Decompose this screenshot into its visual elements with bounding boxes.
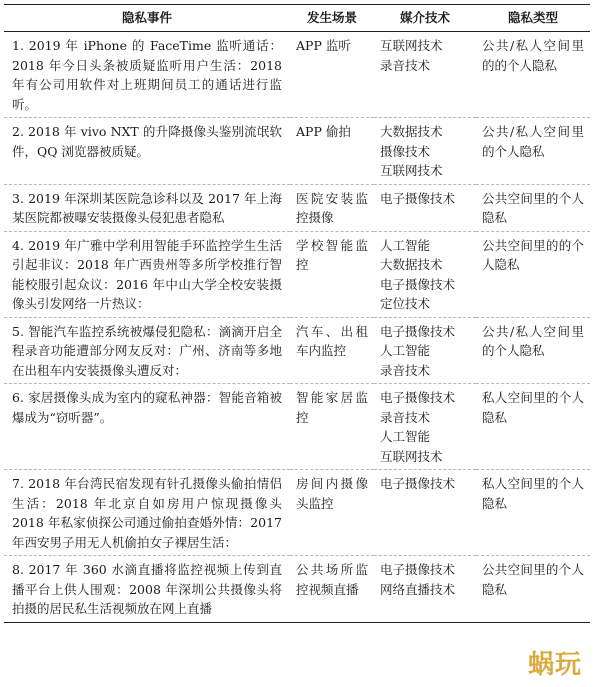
scene-cell: 医院安装监控摄像	[290, 184, 374, 231]
event-cell: 1. 2019 年 iPhone 的 FaceTime 监听通话：2018 年今日头条被质疑监听用户生活：2018 年有公司用软件对上班期间员工的通话进行监听。	[4, 32, 290, 118]
type-cell: 公共空间里的的个人隐私	[476, 231, 590, 317]
event-cell: 2. 2018 年 vivo NXT 的升降摄像头鉴别流氓软件，QQ 浏览器被质疑。	[4, 118, 290, 185]
privacy-events-table	[4, 4, 590, 623]
table-row	[4, 384, 590, 470]
event-cell: 5. 智能汽车监控系统被爆侵犯隐私：滴滴开启全程录音功能遭部分网友反对：广州、济南等多地在出租车内安装摄像头遭反对：	[4, 317, 290, 384]
tech-cell: 人工智能 大数据技术 电子摄像技术 定位技术	[374, 231, 476, 317]
table-row	[4, 231, 590, 317]
table-row	[4, 32, 590, 118]
watermark-logo: 蜗玩	[527, 650, 582, 680]
scene-cell: 公共场所监控视频直播	[290, 556, 374, 623]
table-body	[4, 32, 590, 623]
event-cell: 7. 2018 年台湾民宿发现有针孔摄像头偷拍情侣生活：2018 年北京自如房用户惊现摄像头 2018 年私家侦探公司通过偷拍查婚外情：2017 年西安男子用无人机偷拍女子裸居生活：	[4, 470, 290, 556]
event-cell: 3. 2019 年深圳某医院急诊科以及 2017 年上海某医院都被曝安装摄像头侵犯患者隐私	[4, 184, 290, 231]
table-header	[4, 5, 590, 32]
type-cell: 私人空间里的个人隐私	[476, 384, 590, 470]
header-media-technology: 媒介技术	[374, 5, 476, 32]
tech-cell: 电子摄像技术	[374, 470, 476, 556]
scene-cell: 学校智能监控	[290, 231, 374, 317]
header-row	[4, 5, 590, 32]
event-cell: 6. 家居摄像头成为室内的窥私神器：智能音箱被爆成为“窃听器”。	[4, 384, 290, 470]
scene-cell: 智能家居监控	[290, 384, 374, 470]
header-privacy-type: 隐私类型	[476, 5, 590, 32]
scene-cell: 汽车、出租车内监控	[290, 317, 374, 384]
type-cell: 公共空间里的个人隐私	[476, 184, 590, 231]
type-cell: 公共/私人空间里的个人隐私	[476, 317, 590, 384]
header-privacy-event: 隐私事件	[4, 5, 290, 32]
event-cell: 8. 2017 年 360 水滴直播将监控视频上传到直播平台上供人围观：2008 年深圳公共摄像头将拍摄的居民私生活视频放在网上直播	[4, 556, 290, 623]
scene-cell: APP 偷拍	[290, 118, 374, 185]
tech-cell: 电子摄像技术 网络直播技术	[374, 556, 476, 623]
scene-cell: 房间内摄像头监控	[290, 470, 374, 556]
table-row	[4, 317, 590, 384]
tech-cell: 大数据技术 摄像技术 互联网技术	[374, 118, 476, 185]
event-cell: 4. 2019 年广雅中学利用智能手环监控学生生活引起非议：2018 年广西贵州等多所学校推行智能校服引起众议：2016 年中山大学全校安装摄像头引发网络一片热议：	[4, 231, 290, 317]
table-row	[4, 470, 590, 556]
table-row	[4, 556, 590, 623]
type-cell: 公共空间里的个人隐私	[476, 556, 590, 623]
tech-cell: 电子摄像技术 人工智能 录音技术	[374, 317, 476, 384]
header-scene: 发生场景	[290, 5, 374, 32]
scene-cell: APP 监听	[290, 32, 374, 118]
type-cell: 私人空间里的个人隐私	[476, 470, 590, 556]
table-row	[4, 184, 590, 231]
type-cell: 公共/私人空间里的的个人隐私	[476, 32, 590, 118]
tech-cell: 互联网技术 录音技术	[374, 32, 476, 118]
tech-cell: 电子摄像技术 录音技术 人工智能 互联网技术	[374, 384, 476, 470]
tech-cell: 电子摄像技术	[374, 184, 476, 231]
table-row	[4, 118, 590, 185]
type-cell: 公共/私人空间里的个人隐私	[476, 118, 590, 185]
